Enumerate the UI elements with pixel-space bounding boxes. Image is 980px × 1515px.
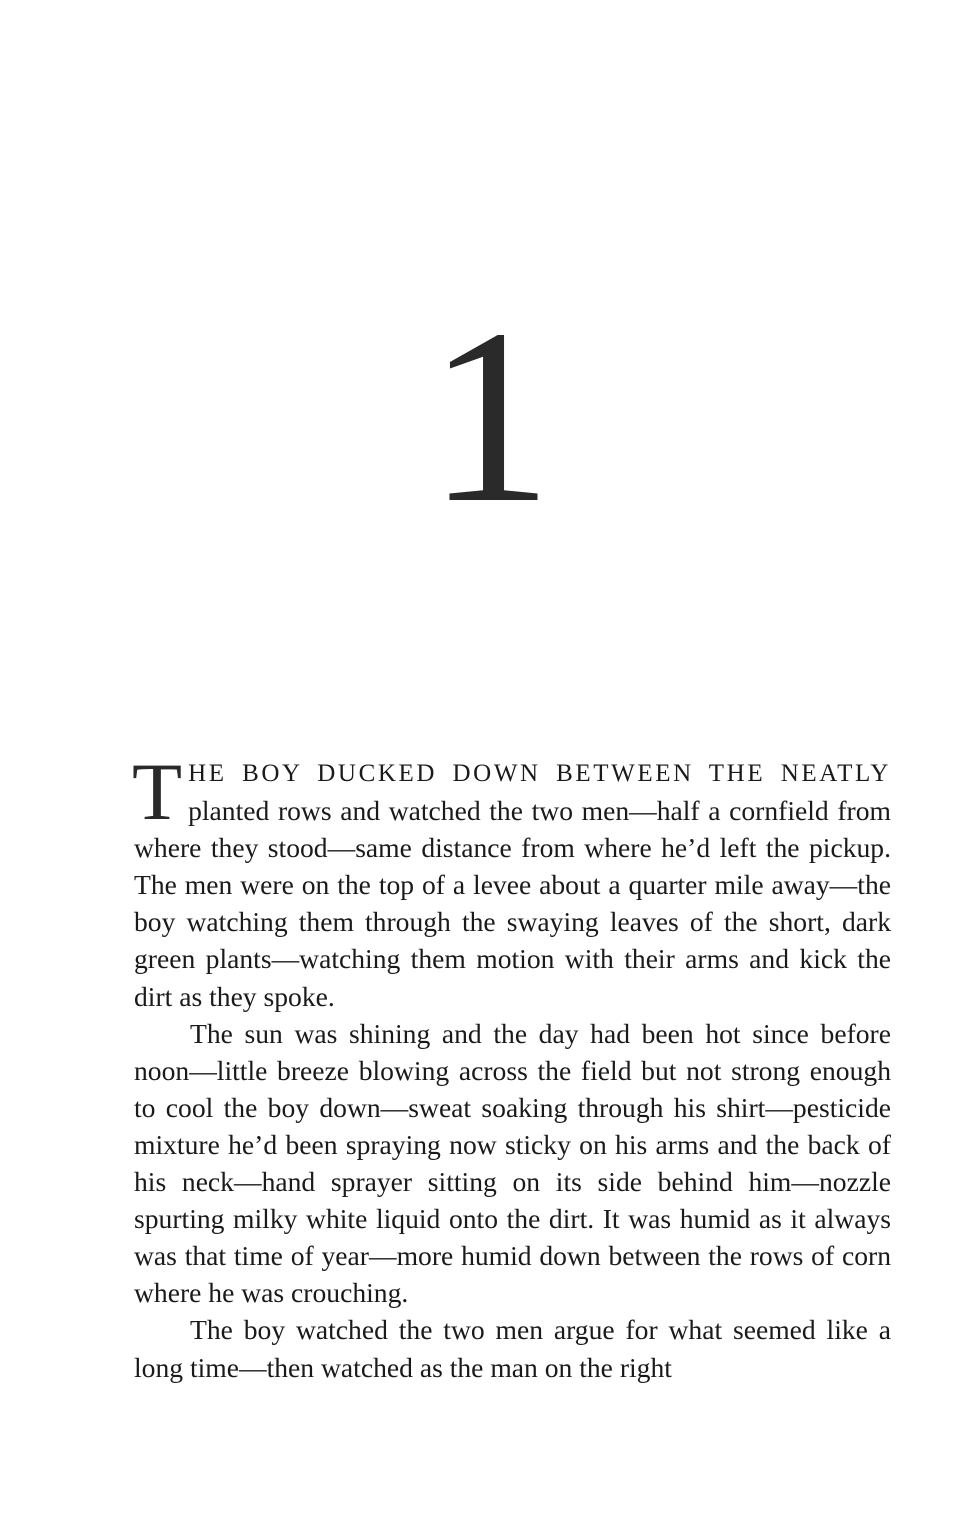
lead-in-small-caps: HE BOY DUCKED DOWN BETWEEN THE NEATLY: [188, 760, 891, 787]
chapter-number: 1: [427, 278, 553, 555]
opening-paragraph: [132, 746, 891, 1015]
paragraph: The sun was shining and the day had been hot since before noon—little breeze blowing across the field but not strong enough to cool the boy down—sweat soaking through his shirt—pesticide mixture he’d been spraying now sticky on his arms and the back of his neck—hand sprayer sitting on its side behind him—nozzle spurting milky white liquid onto the dirt. It was humid as it always was that time of year—more humid down between the rows of corn where he was crouching.: [134, 1017, 891, 1309]
chapter-body: [132, 746, 891, 1386]
paragraph: The boy watched the two men argue for what seemed like a long time—then watched as the man on the right: [134, 1314, 891, 1383]
drop-cap: T: [132, 746, 183, 837]
opening-paragraph-text: planted rows and watched the two men—half a cornfield from where they stood—same distance from where he’d left the pickup. The men were on the top of a levee about a quarter mile away—the boy watching them through the swaying leaves of the short, dark green plants—watching them motion with their arms and kick the dirt as they spoke.: [134, 795, 891, 1012]
